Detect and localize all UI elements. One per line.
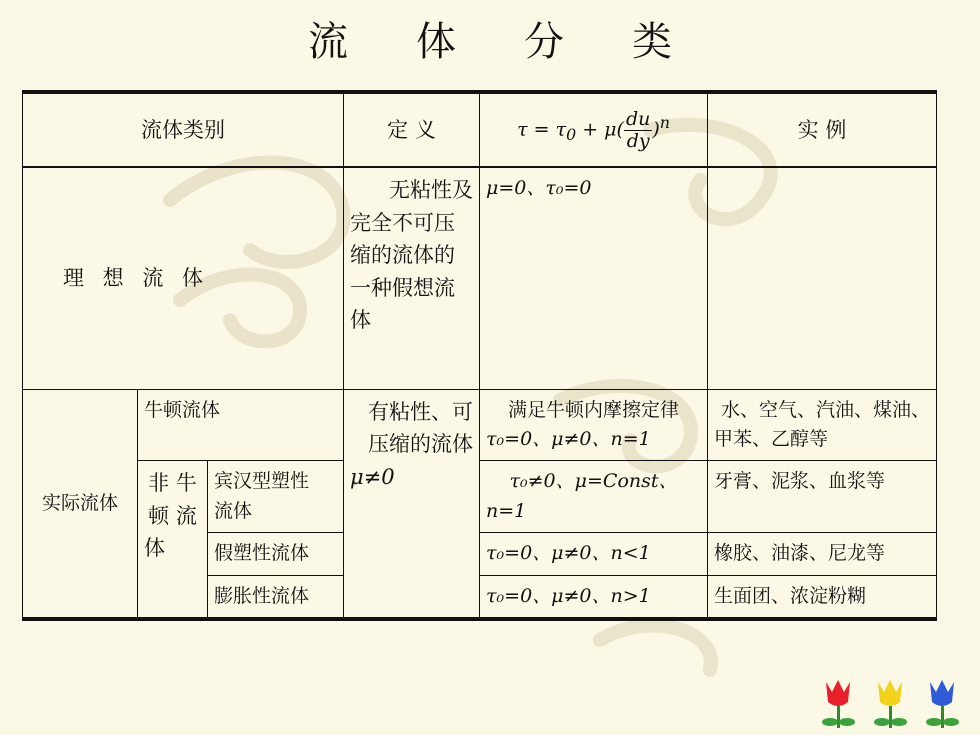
fraction-denominator: dy <box>626 129 650 152</box>
dilatant-examples: 生面团、浓淀粉糊 <box>708 575 937 619</box>
table-header-row <box>23 92 937 167</box>
bingham-examples: 牙膏、泥浆、血浆等 <box>708 461 937 533</box>
def-line: 体 <box>350 308 372 333</box>
name-line: 顿 流 <box>148 503 197 528</box>
ideal-definition <box>344 167 480 389</box>
def-line: 有粘性、可 <box>368 399 474 424</box>
slide-title <box>0 10 980 67</box>
formula-line: τ₀=0、μ≠0、n=1 <box>486 427 651 450</box>
table-row-newtonian <box>23 389 937 461</box>
title-char: 体 <box>416 19 456 65</box>
formula-line: n=1 <box>486 499 527 522</box>
formula-lhs: τ = τ <box>517 118 567 140</box>
formula-line: τ₀≠0、μ=Const、 <box>509 470 678 493</box>
name-line: 流体 <box>214 499 253 522</box>
table-row-bingham <box>23 461 937 533</box>
ideal-fluid-name: 理 想 流 体 <box>23 167 344 389</box>
def-line: 完全不可压 <box>350 210 456 235</box>
real-definition <box>344 389 480 619</box>
formula-fraction <box>624 109 652 152</box>
def-line: 压缩的流体 <box>368 432 474 457</box>
non-newtonian-name <box>138 461 208 619</box>
def-line: 无粘性及 <box>389 178 474 202</box>
dilatant-formula: τ₀=0、μ≠0、n>1 <box>480 575 708 619</box>
bingham-formula <box>480 461 708 533</box>
red-tulip-icon <box>822 680 855 728</box>
formula-exponent: n <box>659 112 670 132</box>
newtonian-examples <box>708 389 937 461</box>
def-line: 缩的流体的 <box>350 243 456 268</box>
ideal-examples <box>708 167 937 389</box>
formula-mid: + μ( <box>576 118 624 140</box>
yellow-tulip-icon <box>874 680 907 728</box>
blue-tulip-icon <box>926 680 959 728</box>
formula-line: 满足牛顿内摩擦定律 <box>508 398 680 421</box>
header-formula <box>480 92 708 167</box>
ideal-formula: μ=0、τ₀=0 <box>480 167 708 389</box>
title-char: 类 <box>632 19 672 65</box>
header-definition: 定 义 <box>344 92 480 167</box>
title-char: 分 <box>524 19 564 65</box>
newtonian-formula <box>480 389 708 461</box>
name-line: 体 <box>144 536 165 561</box>
pseudoplastic-name: 假塑性流体 <box>208 533 344 575</box>
pseudoplastic-formula: τ₀=0、μ≠0、n<1 <box>480 533 708 575</box>
pseudoplastic-examples: 橡胶、油漆、尼龙等 <box>708 533 937 575</box>
name-line: 非 牛 <box>148 471 197 496</box>
fluid-classification-table <box>22 90 937 621</box>
example-line: 水、空气、汽油、煤油、 <box>721 398 931 421</box>
name-line: 宾汉型塑性 <box>214 470 310 493</box>
formula-rparen: ) <box>652 118 660 140</box>
header-examples: 实 例 <box>708 92 937 167</box>
table-row-ideal <box>23 167 937 389</box>
real-fluid-name: 实际流体 <box>23 389 138 619</box>
fraction-numerator: du <box>625 107 651 130</box>
def-line: μ≠0 <box>350 464 395 489</box>
title-char: 流 <box>308 19 348 65</box>
def-line: 一种假想流 <box>350 275 456 300</box>
tulip-flowers-decoration <box>818 678 968 732</box>
bingham-name <box>208 461 344 533</box>
formula-sub: 0 <box>566 124 577 144</box>
newtonian-name: 牛顿流体 <box>138 389 344 461</box>
dilatant-name: 膨胀性流体 <box>208 575 344 619</box>
header-category: 流体类别 <box>23 92 344 167</box>
example-line: 甲苯、乙醇等 <box>714 427 829 450</box>
